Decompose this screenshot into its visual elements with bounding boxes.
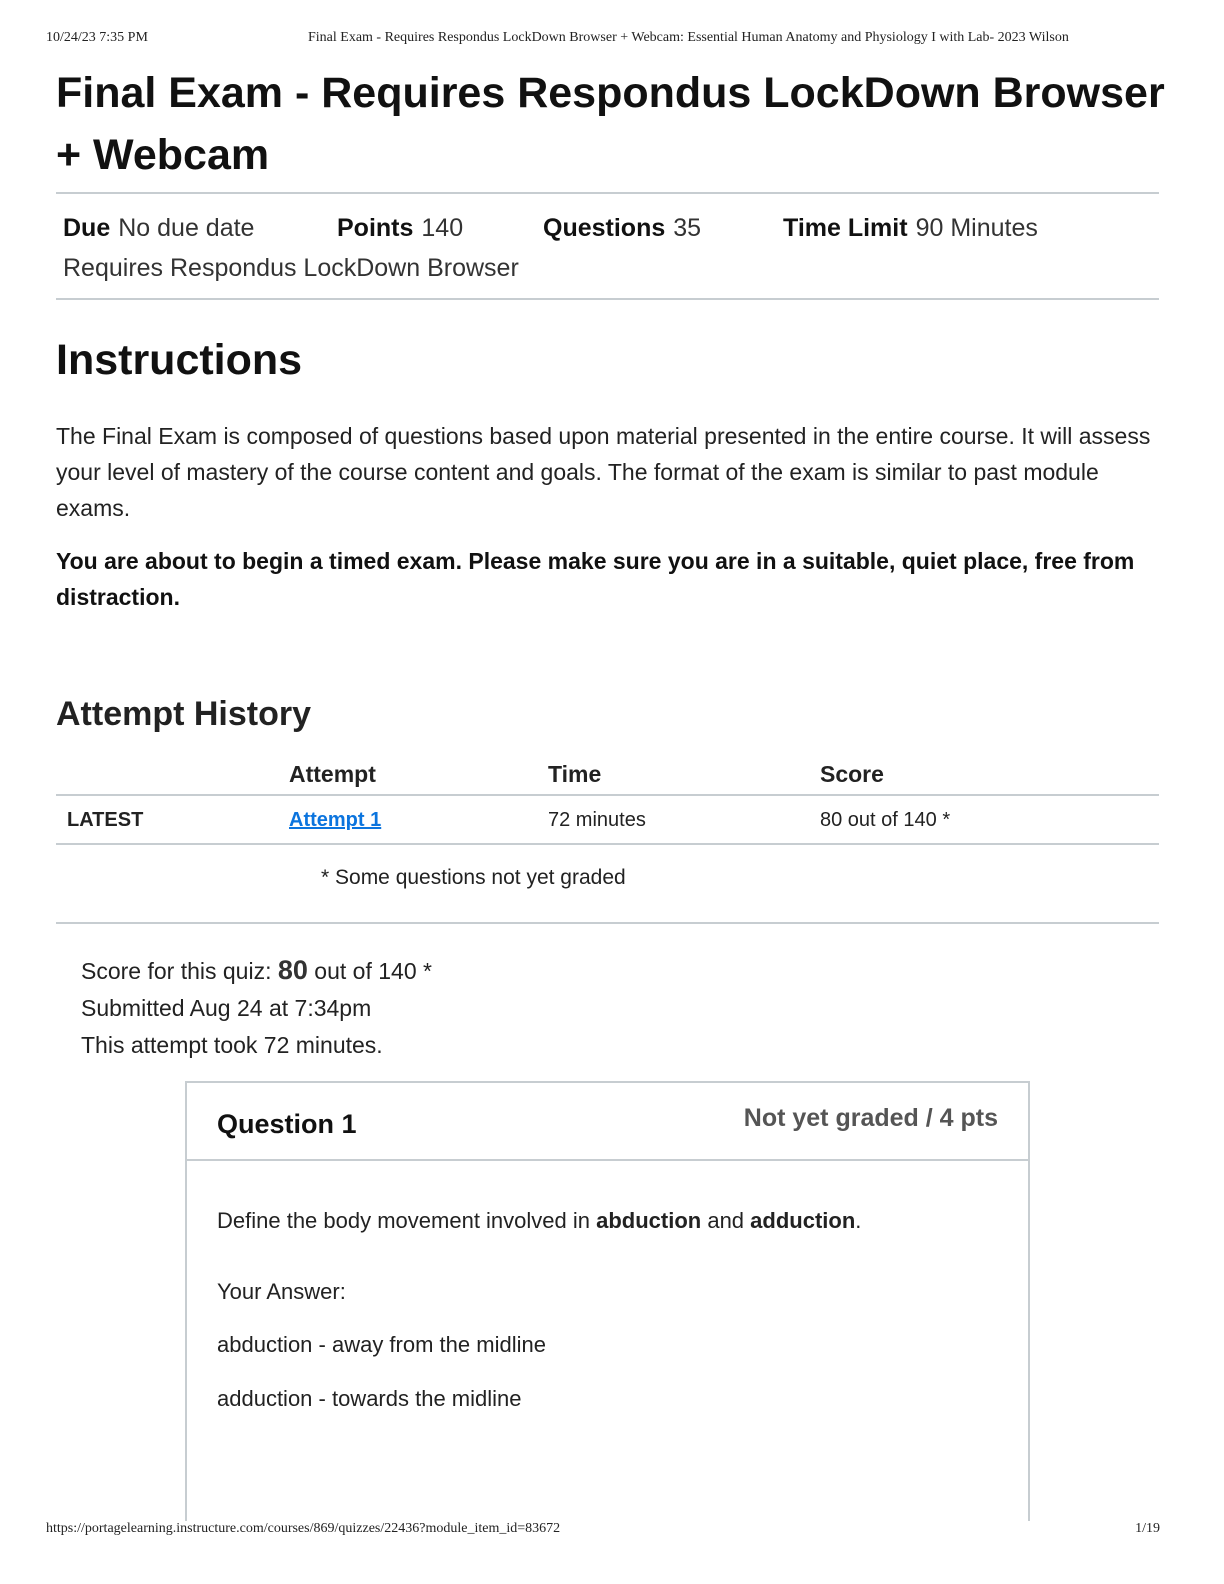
due-value: No due date	[118, 214, 255, 242]
prompt-text: and	[701, 1208, 751, 1233]
question-card	[185, 1081, 1030, 1521]
questions-value: 35	[673, 214, 702, 242]
points-value: 140	[421, 214, 464, 242]
score-suffix: out of 140 *	[314, 958, 432, 984]
time-limit-value: 90 Minutes	[915, 214, 1038, 242]
lockdown-note: Requires Respondus LockDown Browser	[63, 254, 519, 282]
prompt-term-adduction: adduction	[750, 1208, 856, 1233]
attempt-link-cell	[289, 797, 381, 843]
points-item	[337, 208, 463, 248]
due-item	[63, 208, 254, 248]
divider	[56, 922, 1159, 924]
instructions-paragraph: The Final Exam is composed of questions based upon material presented in the entire course. It will assess your level of mastery of the course content and goals. The format of the exam is similar to past module exams.	[56, 423, 1151, 521]
attempt-1-link[interactable]: Attempt 1	[289, 809, 382, 831]
score-label: Score for this quiz:	[81, 958, 272, 984]
quiz-title: Final Exam - Requires Respondus LockDown Browser + Webcam	[56, 69, 1165, 179]
question-title: Question 1	[217, 1109, 357, 1139]
table-divider	[56, 794, 1159, 796]
attempt-time: 72 minutes	[548, 809, 646, 831]
prompt-text: Define the body movement involved in	[217, 1208, 597, 1233]
time-limit-label: Time Limit	[783, 214, 908, 242]
answer-label: Your Answer:	[217, 1279, 346, 1304]
print-header	[46, 30, 1124, 50]
prompt-term-abduction: abduction	[596, 1208, 702, 1233]
answer-line: adduction - towards the midline	[217, 1386, 522, 1411]
print-url: https://portagelearning.instructure.com/courses/869/quizzes/22436?module_item_id=83672	[46, 1521, 561, 1536]
column-header-attempt: Attempt	[289, 761, 376, 787]
questions-label: Questions	[543, 214, 666, 242]
divider	[56, 298, 1159, 300]
instructions-warning: You are about to begin a timed exam. Please make sure you are in a suitable, quiet place, free from distraction.	[56, 548, 1135, 610]
print-timestamp: 10/24/23 7:35 PM	[46, 30, 148, 45]
latest-tag: LATEST	[67, 809, 144, 831]
due-label: Due	[63, 214, 111, 242]
attempt-score: 80 out of 140 *	[820, 809, 951, 831]
page-number: 1/19	[1135, 1521, 1160, 1536]
table-divider	[56, 843, 1159, 845]
score-line	[81, 952, 432, 990]
table-row	[56, 797, 1159, 843]
score-summary	[81, 952, 432, 1064]
print-page-title: Final Exam - Requires Respondus LockDown Browser + Webcam: Essential Human Anatomy and Physiology I with Lab- 2023 Wilson	[308, 30, 1069, 45]
question-points: Not yet graded / 4 pts	[743, 1104, 998, 1132]
question-header	[187, 1083, 1028, 1161]
duration-line: This attempt took 72 minutes.	[81, 1032, 383, 1058]
question-prompt	[217, 1205, 861, 1237]
attempt-history-heading: Attempt History	[56, 695, 312, 733]
print-footer	[46, 1521, 1160, 1541]
questions-item	[543, 208, 701, 248]
divider	[56, 192, 1159, 194]
attempt-table-header	[56, 755, 1159, 793]
column-header-time: Time	[548, 761, 602, 787]
instructions-heading: Instructions	[56, 336, 303, 384]
prompt-text: .	[855, 1208, 862, 1233]
score-value: 80	[277, 955, 308, 985]
answer-line: abduction - away from the midline	[217, 1332, 546, 1357]
grading-footnote: * Some questions not yet graded	[321, 866, 626, 889]
column-header-score: Score	[820, 761, 884, 787]
submitted-line: Submitted Aug 24 at 7:34pm	[81, 995, 372, 1021]
points-label: Points	[337, 214, 414, 242]
time-limit-item	[783, 208, 1038, 248]
